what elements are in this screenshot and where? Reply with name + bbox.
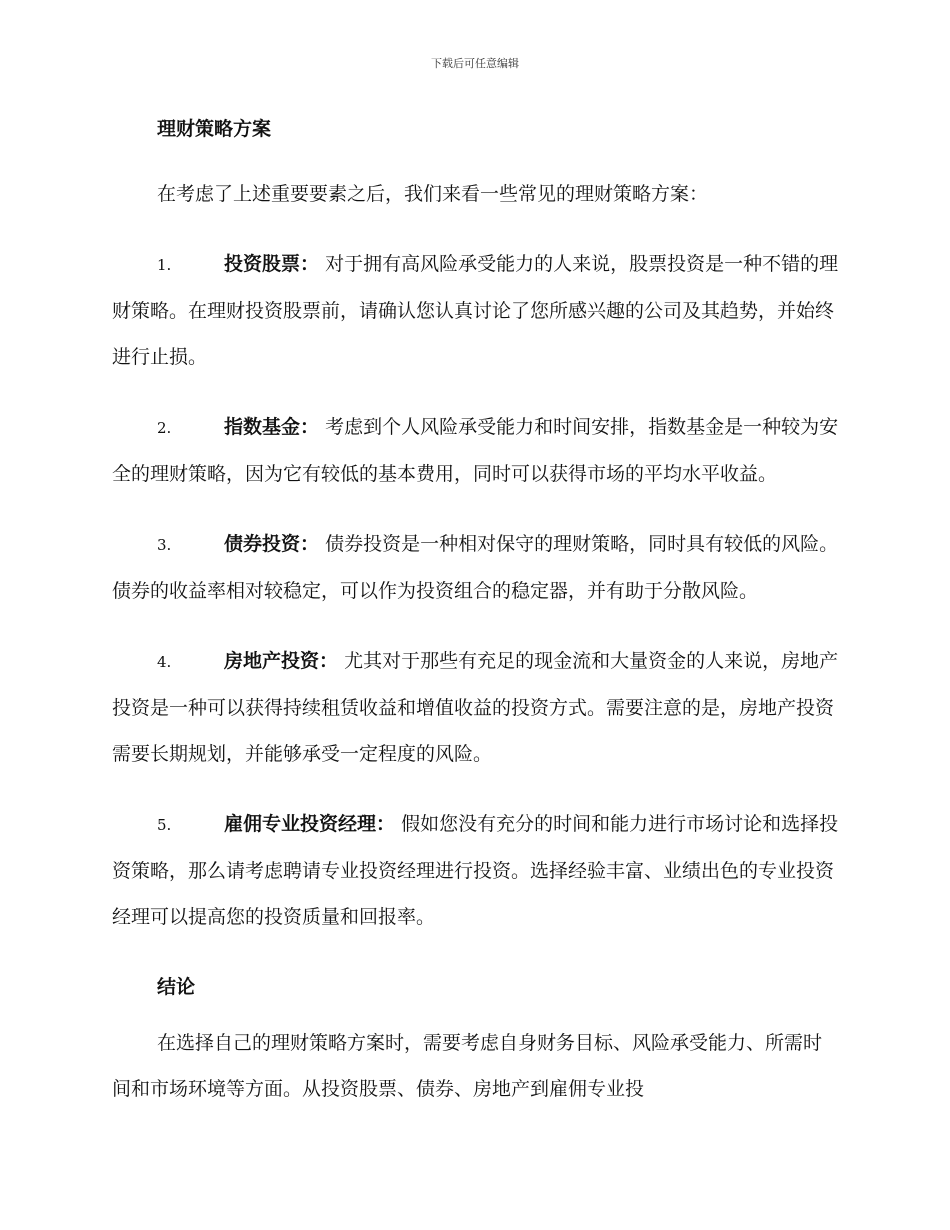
intro-paragraph: 在考虑了上述重要要素之后，我们来看一些常见的理财策略方案： [157, 183, 709, 205]
conclusion-heading: 结论 [157, 976, 196, 998]
list-item-number: 3. [157, 536, 172, 554]
list-item [112, 521, 840, 614]
list-item-number: 5. [157, 816, 172, 834]
list-item-number: 4. [157, 653, 172, 671]
list-item-text: 尤其对于那些有充足的现金流和大量资金的人来说，房地产投资是一种可以获得持续租赁收益和增值收益的投资方式。需要注意的是，房地产投资需要长期规划，并能够承受一定程度的风险。 [112, 650, 839, 765]
list-item-title: 指数基金： [224, 416, 320, 438]
list-item-title: 投资股票： [224, 253, 320, 275]
list-item-text: 考虑到个人风险承受能力和时间安排，指数基金是一种较为安全的理财策略，因为它有较低的基本费用，同时可以获得市场的平均水平收益。 [112, 416, 839, 485]
page-header-note: 下载后可任意编辑 [431, 57, 519, 70]
list-item [112, 241, 840, 380]
conclusion-paragraph: 在选择自己的理财策略方案时，需要考虑自身财务目标、风险承受能力、所需时间和市场环境等方面。从投资股票、债券、房地产到雇佣专业投 [112, 1032, 823, 1100]
document-body [112, 113, 840, 1112]
list-item [112, 638, 840, 777]
list-item-title: 雇佣专业投资经理： [224, 813, 396, 835]
list-item-title: 债券投资： [224, 533, 320, 555]
list-item-number: 2. [157, 419, 172, 437]
list-item-text: 债券投资是一种相对保守的理财策略，同时具有较低的风险。债券的收益率相对较稳定，可以作为投资组合的稳定器，并有助于分散风险。 [112, 533, 839, 602]
list-item-text: 对于拥有高风险承受能力的人来说，股票投资是一种不错的理财策略。在理财投资股票前，请确认您认真讨论了您所感兴趣的公司及其趋势，并始终进行止损。 [112, 253, 839, 368]
list-item [112, 801, 840, 940]
list-item-text: 假如您没有充分的时间和能力进行市场讨论和选择投资策略，那么请考虑聘请专业投资经理进行投资。选择经验丰富、业绩出色的专业投资经理可以提高您的投资质量和回报率。 [112, 813, 839, 928]
list-item [112, 404, 840, 497]
list-item-number: 1. [157, 256, 172, 274]
section-heading: 理财策略方案 [157, 118, 272, 140]
list-item-title: 房地产投资： [224, 650, 339, 672]
